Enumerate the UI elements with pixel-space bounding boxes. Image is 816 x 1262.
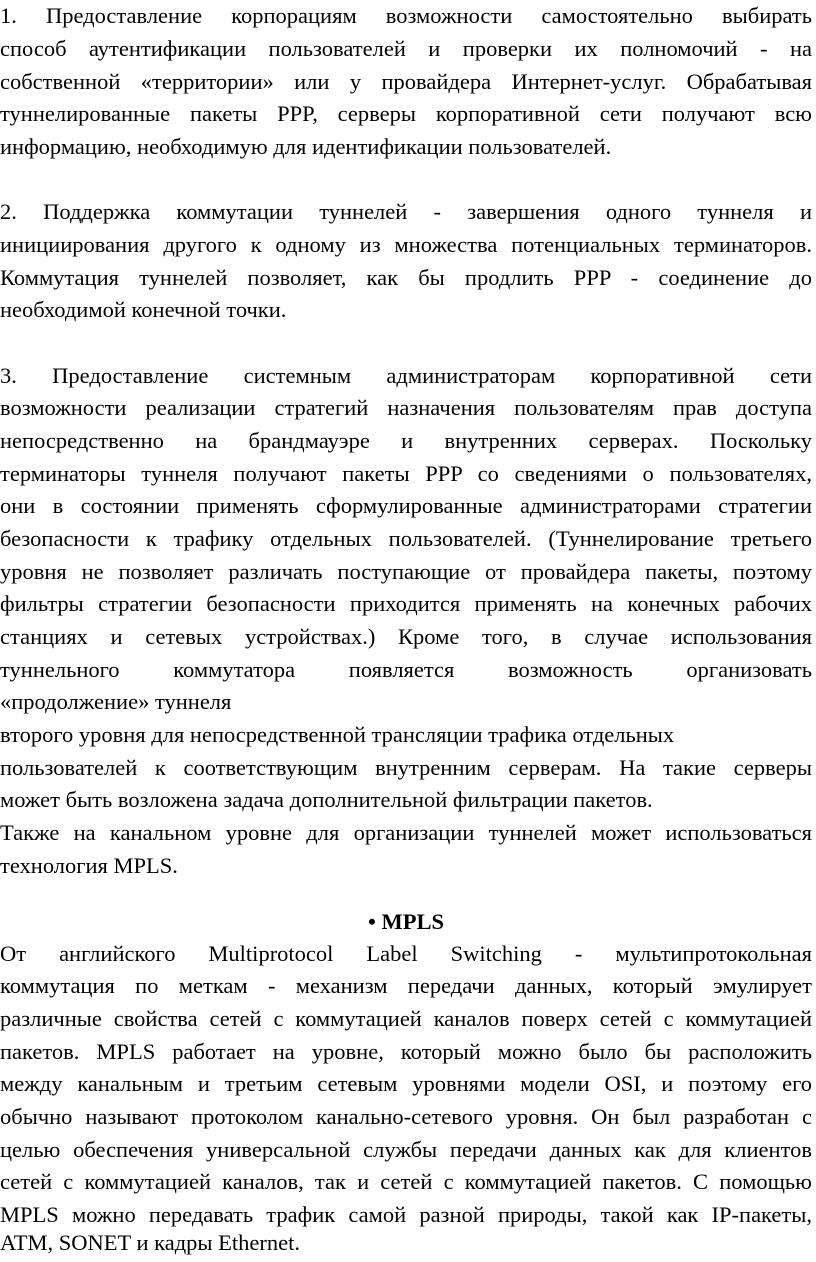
mpls-line-9: MPLS можно передавать трафик самой разной природы, такой как IP-пакеты, — [0, 1202, 812, 1227]
para2-line-1: 2. Поддержка коммутации туннелей - завершения одного туннеля и — [0, 199, 812, 224]
para1-line-4: туннелированные пакеты PPP, серверы корпоративной сети получают всю — [0, 101, 812, 126]
para3-line-1: 3. Предоставление системным администраторам корпоративной сети — [0, 363, 812, 388]
para1-line-3: собственной «территории» или у провайдера Интернет-услуг. Обрабатывая — [0, 69, 812, 94]
para5-line-2: технология MPLS. — [0, 853, 178, 878]
para3-line-10: туннельного коммутатора появляется возможность организовать — [0, 657, 812, 682]
para3-line-3: непосредственно на брандмауэре и внутренних серверах. Поскольку — [0, 428, 812, 453]
para2-line-4: необходимой конечной точки. — [0, 297, 287, 322]
section-heading-mpls: • MPLS — [367, 909, 444, 934]
para5-line-1: Также на канальном уровне для организации туннелей может использоваться — [0, 820, 812, 845]
para3-line-5: они в состоянии применять сформулированные администраторами стратегии — [0, 493, 812, 518]
mpls-line-8: сетей с коммутацией каналов, так и сетей с коммутацией пакетов. С помощью — [0, 1169, 812, 1194]
mpls-line-2: коммутация по меткам - механизм передачи данных, который эмулирует — [0, 973, 812, 998]
para1-line-5: информацию, необходимую для идентификации пользователей. — [0, 134, 612, 159]
para3-line-6: безопасности к трафику отдельных пользователей. (Туннелирование третьего — [0, 526, 812, 551]
para1-line-2: способ аутентификации пользователей и проверки их полномочий - на — [0, 36, 812, 61]
para4-line-3: может быть возложена задача дополнительной фильтрации пакетов. — [0, 787, 653, 812]
para3-line-2: возможности реализации стратегий назначения пользователям прав доступа — [0, 395, 812, 420]
para2-line-3: Коммутация туннелей позволяет, как бы продлить PPP - соединение до — [0, 265, 812, 290]
mpls-line-1: От английского Multiprotocol Label Switching - мультипротокольная — [0, 941, 812, 966]
mpls-line-3: различные свойства сетей с коммутацией каналов поверх сетей с коммутацией — [0, 1006, 812, 1031]
mpls-line-6: обычно называют протоколом канально-сетевого уровня. Он был разработан с — [0, 1104, 812, 1129]
para3-line-11: «продолжение» туннеля — [0, 689, 232, 714]
para2-line-2: инициирования другого к одному из множества потенциальных терминаторов. — [0, 232, 812, 257]
mpls-line-5: между канальным и третьим сетевым уровнями модели OSI, и поэтому его — [0, 1071, 812, 1096]
para4-line-1: второго уровня для непосредственной трансляции трафика отдельных — [0, 722, 675, 747]
para3-line-4: терминаторы туннеля получают пакеты PPP со сведениями о пользователях, — [0, 461, 812, 486]
para3-line-7: уровня не позволяет различать поступающие от провайдера пакеты, поэтому — [0, 559, 812, 584]
para4-line-2: пользователей к соответствующим внутренним серверам. На такие серверы — [0, 755, 812, 780]
para1-line-1: 1. Предоставление корпорациям возможности самостоятельно выбирать — [0, 3, 812, 28]
mpls-line-4: пакетов. MPLS работает на уровне, который можно было бы расположить — [0, 1039, 812, 1064]
para3-line-9: станциях и сетевых устройствах.) Кроме того, в случае использования — [0, 624, 812, 649]
para3-line-8: фильтры стратегии безопасности приходится применять на конечных рабочих — [0, 591, 812, 616]
mpls-line-10: ATM, SONET и кадры Ethernet. — [0, 1230, 300, 1255]
mpls-line-7: целью обеспечения универсальной службы передачи данных как для клиентов — [0, 1137, 812, 1162]
